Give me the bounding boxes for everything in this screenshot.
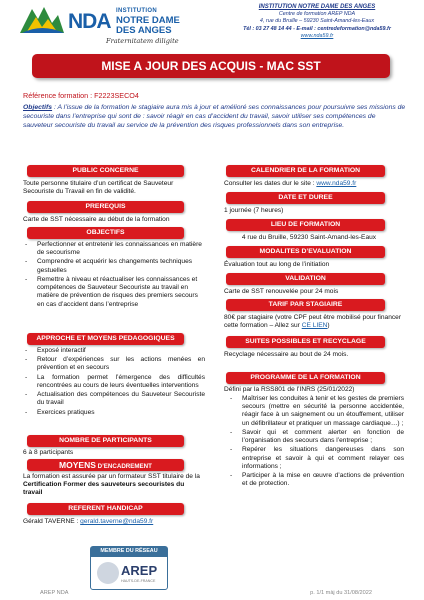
evaluation-text: Évaluation tout au long de l’initiation (224, 261, 330, 268)
moyens-header-small: D’ENCADREMENT (95, 463, 152, 470)
lieu-text: 4 rue du Bruille, 59230 Saint-Amand-les-Eaux (241, 234, 377, 241)
logo-motto: Fraternitatem diligite (106, 37, 179, 45)
page-title: MISE A JOUR DES ACQUIS - MAC SST (32, 54, 390, 78)
tarif-end: ) (327, 322, 330, 330)
objectives-paragraph (23, 104, 406, 130)
calendrier-text (224, 180, 406, 188)
section-header-duree: DATE ET DUREE (226, 192, 385, 204)
list-item: - Exposé interactif (23, 347, 205, 355)
handicap-text (23, 518, 205, 526)
list-item: - Savoir qui et comment alerter en fonction de l’organisation des secours dans l’entreprise ; (228, 429, 404, 445)
arep-circle-icon (97, 562, 119, 584)
list-item: - Maîtriser les conduites à tenir et les gestes de premiers secours (mettre en sécurité la personne accidentée, réagir face à un saignement ou un étouffement, utiliser un défibrillateur et pratiquer un massage cardiaque…) ; (228, 395, 404, 428)
contact-website-link[interactable]: www.nda59.fr (300, 32, 334, 39)
footer-page-info: p. 1/1 màj du 31/08/2022 (310, 590, 372, 596)
logo-nda-text: NDA (68, 10, 111, 33)
participants-text: 6 à 8 participants (23, 449, 74, 456)
footer-left-text: AREP NDA (40, 590, 69, 596)
logo-line-notre-dame: NOTRE DAME (116, 15, 180, 26)
duree-text: 1 journée (7 heures) (224, 207, 284, 214)
objectives-label: Objectifs (23, 104, 53, 111)
contact-tel-email: Tél : 03 27 48 14 44 - E-mail : centredeformation@nda59.fr (243, 25, 391, 32)
logo-mark-icon (18, 5, 66, 35)
section-header-lieu: LIEU DE FORMATION (226, 219, 385, 231)
list-item: - Perfectionner et entretenir les connaissances en matière de secourisme (23, 241, 205, 257)
programme-intro: Défini par la RSS801 de l’INRS (25/01/2022) (224, 386, 355, 393)
arep-name: AREP (121, 563, 158, 578)
list-item: - Remettre à niveau et réactualiser les connaissances et compétences de Sauveteur Secouriste au travail en matière de prévention de risques des premiers secours en cas d’accident dans l’entreprise (23, 276, 205, 309)
arep-subtitle: HAUTS-DE-FRANCE (121, 579, 156, 583)
moyens-header-big: MOYENS (59, 460, 96, 470)
objectifs-list (23, 241, 205, 310)
section-header-public: PUBLIC CONCERNE (27, 165, 184, 177)
calendrier-label: Consulter les dates dur le site : (224, 180, 317, 187)
list-item: - La formation permet l’émergence des difficultés rencontrées au cours de leurs éventuelles interventions (23, 374, 205, 390)
contact-address: 4, rue du Bruille – 59230 Saint-Amand-les-Eaux (259, 18, 375, 25)
tarif-text (224, 314, 406, 330)
logo-line-des-anges: DES ANGES (116, 25, 172, 36)
list-item: - Participer à la mise en œuvre d’actions de prévention et de protection. (228, 472, 404, 488)
reference-label: Référence formation : (23, 91, 93, 100)
handicap-name: Gérald TAVERNE : (23, 518, 81, 525)
handicap-email-link[interactable]: gerald.taverne@nda59.fr (80, 518, 154, 525)
list-item: - Comprendre et acquérir les changements techniques gestuelles (23, 258, 205, 274)
section-header-calendrier: CALENDRIER DE LA FORMATION (226, 165, 385, 177)
suites-text: Recyclage nécessaire au bout de 24 mois. (224, 351, 349, 358)
validation-text: Carte de SST renouvelée pour 24 mois (224, 288, 339, 295)
tarif-main: 80€ par stagiaire (votre CPF peut être mobilisé pour financer cette formation – Allez sur (224, 314, 402, 330)
list-item: - Repérer les situations dangereuses dans son entreprise et savoir à qui et comment relayer ces informations ; (228, 446, 404, 471)
section-header-evaluation: MODALITES D’EVALUATION (226, 246, 385, 258)
section-header-programme: PROGRAMME DE LA FORMATION (226, 372, 385, 384)
section-header-moyens (27, 459, 184, 471)
section-header-validation: VALIDATION (226, 273, 385, 285)
section-header-prerequis: PREREQUIS (27, 201, 184, 213)
list-item: - Retour d’expériences sur les actions menées en prévention et en secours (23, 356, 205, 372)
moyens-text (23, 473, 205, 498)
list-item: - Actualisation des compétences du Sauveteur Secouriste du travail (23, 391, 205, 407)
objectives-text: : A l’issue de la formation le stagiaire aura mis à jour et amélioré ses connaissances pour poursuivre ses missions de secouriste dans l’entreprise qui sont de : savoir réagir en cas d’accident du travail, savoir utiliser ses compétences de sauveteur secouriste du travail au service de la prévention des risques professionnels dans son entreprise. (23, 104, 406, 129)
section-header-participants: NOMBRE DE PARTICIPANTS (27, 435, 184, 447)
tarif-cpf-link[interactable]: CE LIEN (301, 322, 328, 330)
programme-list (228, 395, 404, 490)
logo-line-institution: INSTITUTION (116, 8, 157, 14)
section-header-objectifs: OBJECTIFS (27, 227, 184, 239)
public-text: Toute personne titulaire d’un certificat de Sauveteur Secouriste du Travail en fin de validité. (23, 180, 174, 196)
approche-list (23, 347, 205, 418)
network-title: MEMBRE DU RÉSEAU (90, 546, 168, 556)
contact-centre: Centre de formation AREP NDA (278, 11, 356, 18)
section-header-handicap: REFERENT HANDICAP (27, 503, 184, 515)
list-item: - Exercices pratiques (23, 409, 205, 417)
prerequis-text: Carte de SST nécessaire au début de la formation (23, 216, 170, 223)
contact-block (222, 3, 412, 40)
network-badge (90, 546, 168, 590)
institution-logo (18, 5, 208, 43)
moyens-text-plain: La formation est assurée par un formateur SST titulaire de la (23, 473, 200, 480)
calendrier-link[interactable]: www.nda59.fr (316, 180, 357, 187)
reference-value: F2223SECO4 (94, 91, 139, 100)
section-header-suites: SUITES POSSIBLES ET RECYCLAGE (226, 336, 385, 348)
moyens-text-bold: Certification Former des sauveteurs secouristes du travail (23, 481, 185, 497)
section-header-tarif: TARIF PAR STAGIAIRE (226, 299, 385, 311)
reference-line (23, 92, 139, 101)
network-logo (90, 556, 168, 590)
section-header-approche: APPROCHE ET MOYENS PEDAGOGIQUES (27, 333, 184, 345)
contact-institution: INSTITUTION NOTRE DAME DES ANGES (258, 4, 376, 10)
